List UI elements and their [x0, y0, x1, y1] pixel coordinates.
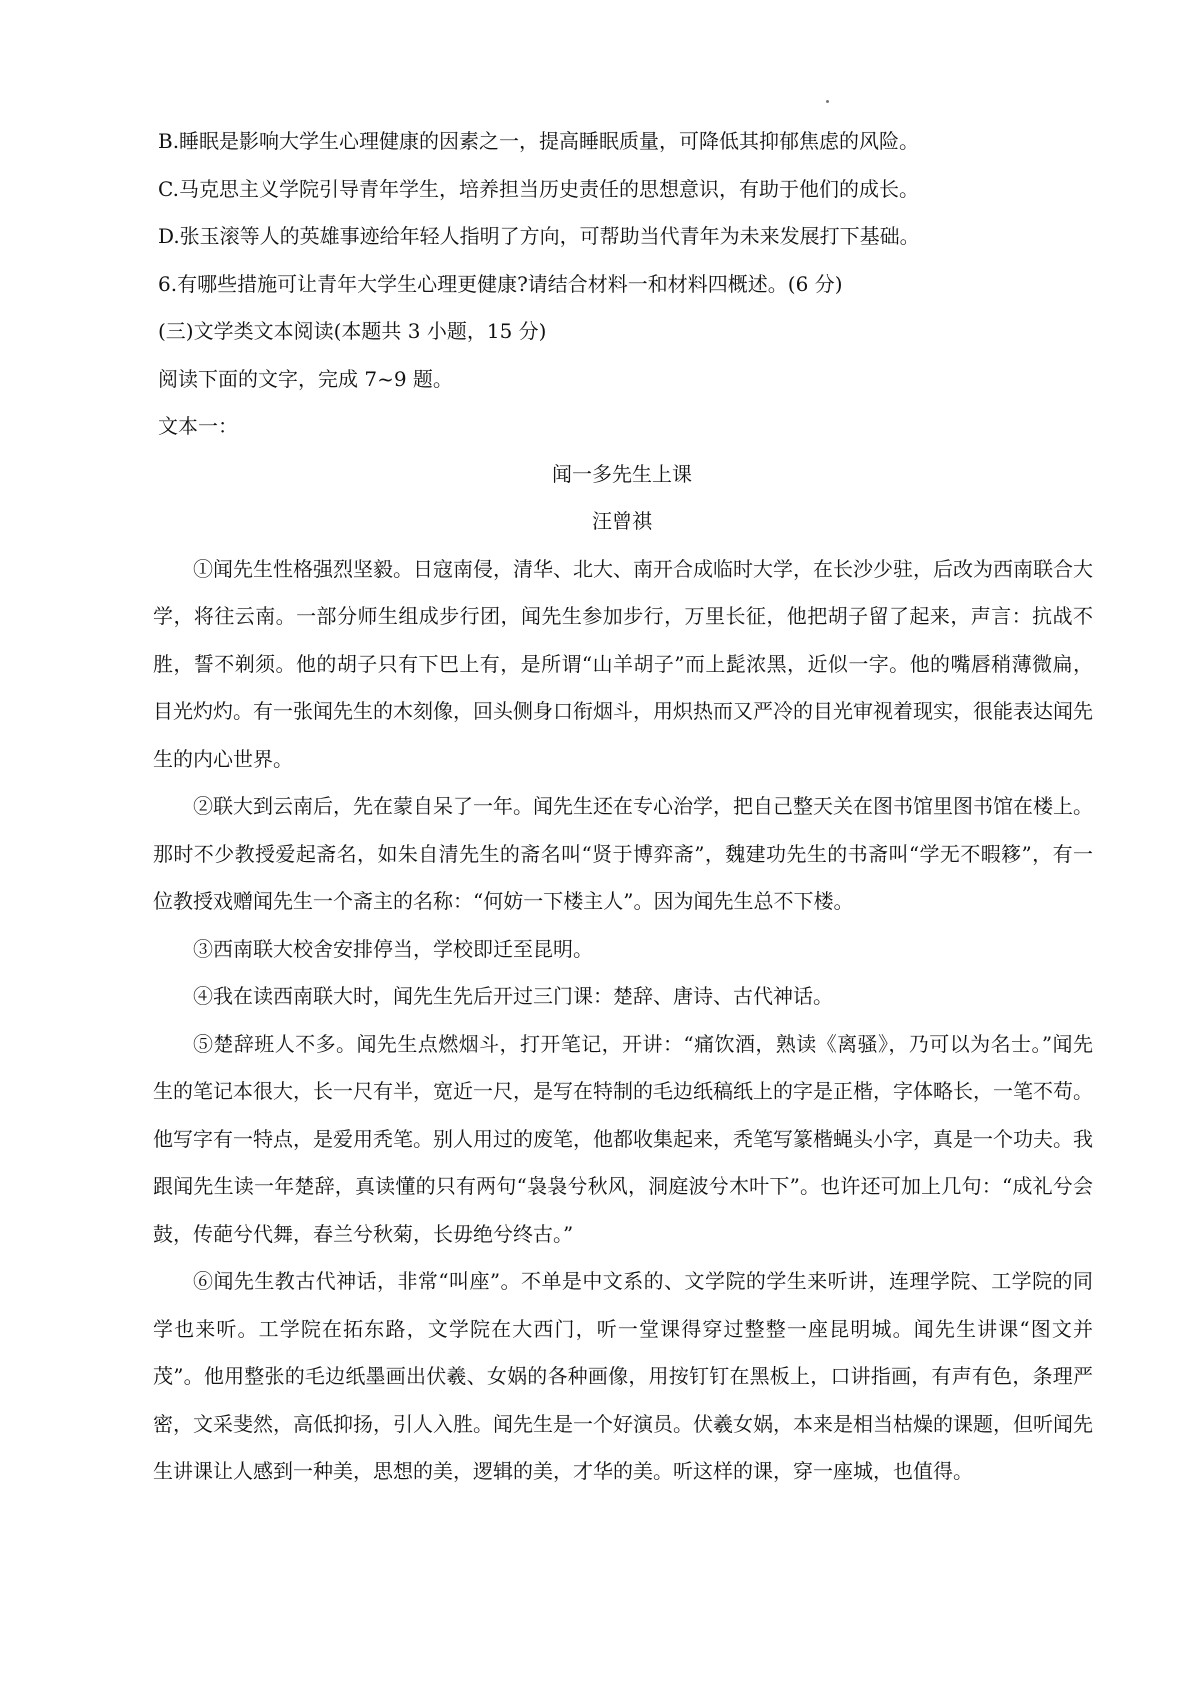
section-heading: (三)文学类文本阅读(本题共 3 小题，15 分) — [158, 319, 547, 343]
option-c: C.马克思主义学院引导青年学生，培养担当历史责任的思想意识，有助于他们的成长。 — [158, 176, 919, 201]
article-paragraph-3: ③西南联大校舍安排停当，学校即迁至昆明。 — [193, 936, 593, 961]
page-content — [153, 118, 1093, 1496]
article-paragraph-5: ⑤楚辞班人不多。闻先生点燃烟斗，打开笔记，开讲：“痛饮酒，熟读《离骚》，乃可以为名士。”闻先生的笔记本很大，长一尺有半，宽近一尺，是写在特制的毛边纸稿纸上的字是正楷，字体略长，一笔不苟。他写字有一特点，是爱用秃笔。别人用过的废笔，他都收集起来，秃笔写篆楷蝇头小字，真是一个功夫。我跟闻先生读一年楚辞，真读懂的只有两句“袅袅兮秋风，洞庭波兮木叶下”。也许还可加上几句：“成礼兮会鼓，传葩兮代舞，春兰兮秋菊，长毋绝兮终古。” — [153, 1031, 1093, 1246]
article-paragraph-1: ①闻先生性格强烈坚毅。日寇南侵，清华、北大、南开合成临时大学，在长沙少驻，后改为西南联合大学，将往云南。一部分师生组成步行团，闻先生参加步行，万里长征，他把胡子留了起来，声言：抗战不胜，誓不剃须。他的胡子只有下巴上有，是所谓“山羊胡子”而上髭浓黑，近似一字。他的嘴唇稍薄微扁，目光灼灼。有一张闻先生的木刻像，回头侧身口衔烟斗，用炽热而又严冷的目光审视着现实，很能表达闻先生的内心世界。 — [153, 556, 1093, 771]
article-paragraph-6: ⑥闻先生教古代神话，非常“叫座”。不单是中文系的、文学院的学生来听讲，连理学院、工学院的同学也来听。工学院在拓东路，文学院在大西门，听一堂课得穿过整整一座昆明城。闻先生讲课“图文并茂”。他用整张的毛边纸墨画出伏羲、女娲的各种画像，用按钉钉在黑板上，口讲指画，有声有色，条理严密，文采斐然，高低抑扬，引人入胜。闻先生是一个好演员。伏羲女娲，本来是相当枯燥的课题，但听闻先生讲课让人感到一种美，思想的美，逻辑的美，才华的美。听这样的课，穿一座城，也值得。 — [153, 1269, 1093, 1483]
article-title: 闻一多先生上课 — [552, 461, 692, 486]
article-paragraph-4: ④我在读西南联大时，闻先生先后开过三门课：楚辞、唐诗、古代神话。 — [193, 984, 833, 1008]
article-paragraph-2: ②联大到云南后，先在蒙自呆了一年。闻先生还在专心治学，把自己整天关在图书馆里图书馆在楼上。那时不少教授爱起斋名，如朱自清先生的斋名叫“贤于博弈斋”，魏建功先生的书斋叫“学无不暇簃”，有一位教授戏赠闻先生一个斋主的名称：“何妨一下楼主人”。因为闻先生总不下楼。 — [153, 794, 1093, 913]
page-mark — [826, 100, 829, 103]
option-d: D.张玉滚等人的英雄事迹给年轻人指明了方向，可帮助当代青年为未来发展打下基础。 — [158, 224, 920, 248]
text-label: 文本一： — [158, 414, 238, 438]
question-6: 6.有哪些措施可让青年大学生心理更健康?请结合材料一和材料四概述。(6 分) — [158, 271, 843, 296]
article-author: 汪曾祺 — [592, 509, 652, 533]
reading-instruction: 阅读下面的文字，完成 7~9 题。 — [158, 366, 453, 391]
option-b: B.睡眠是影响大学生心理健康的因素之一，提高睡眠质量，可降低其抑郁焦虑的风险。 — [158, 129, 920, 153]
